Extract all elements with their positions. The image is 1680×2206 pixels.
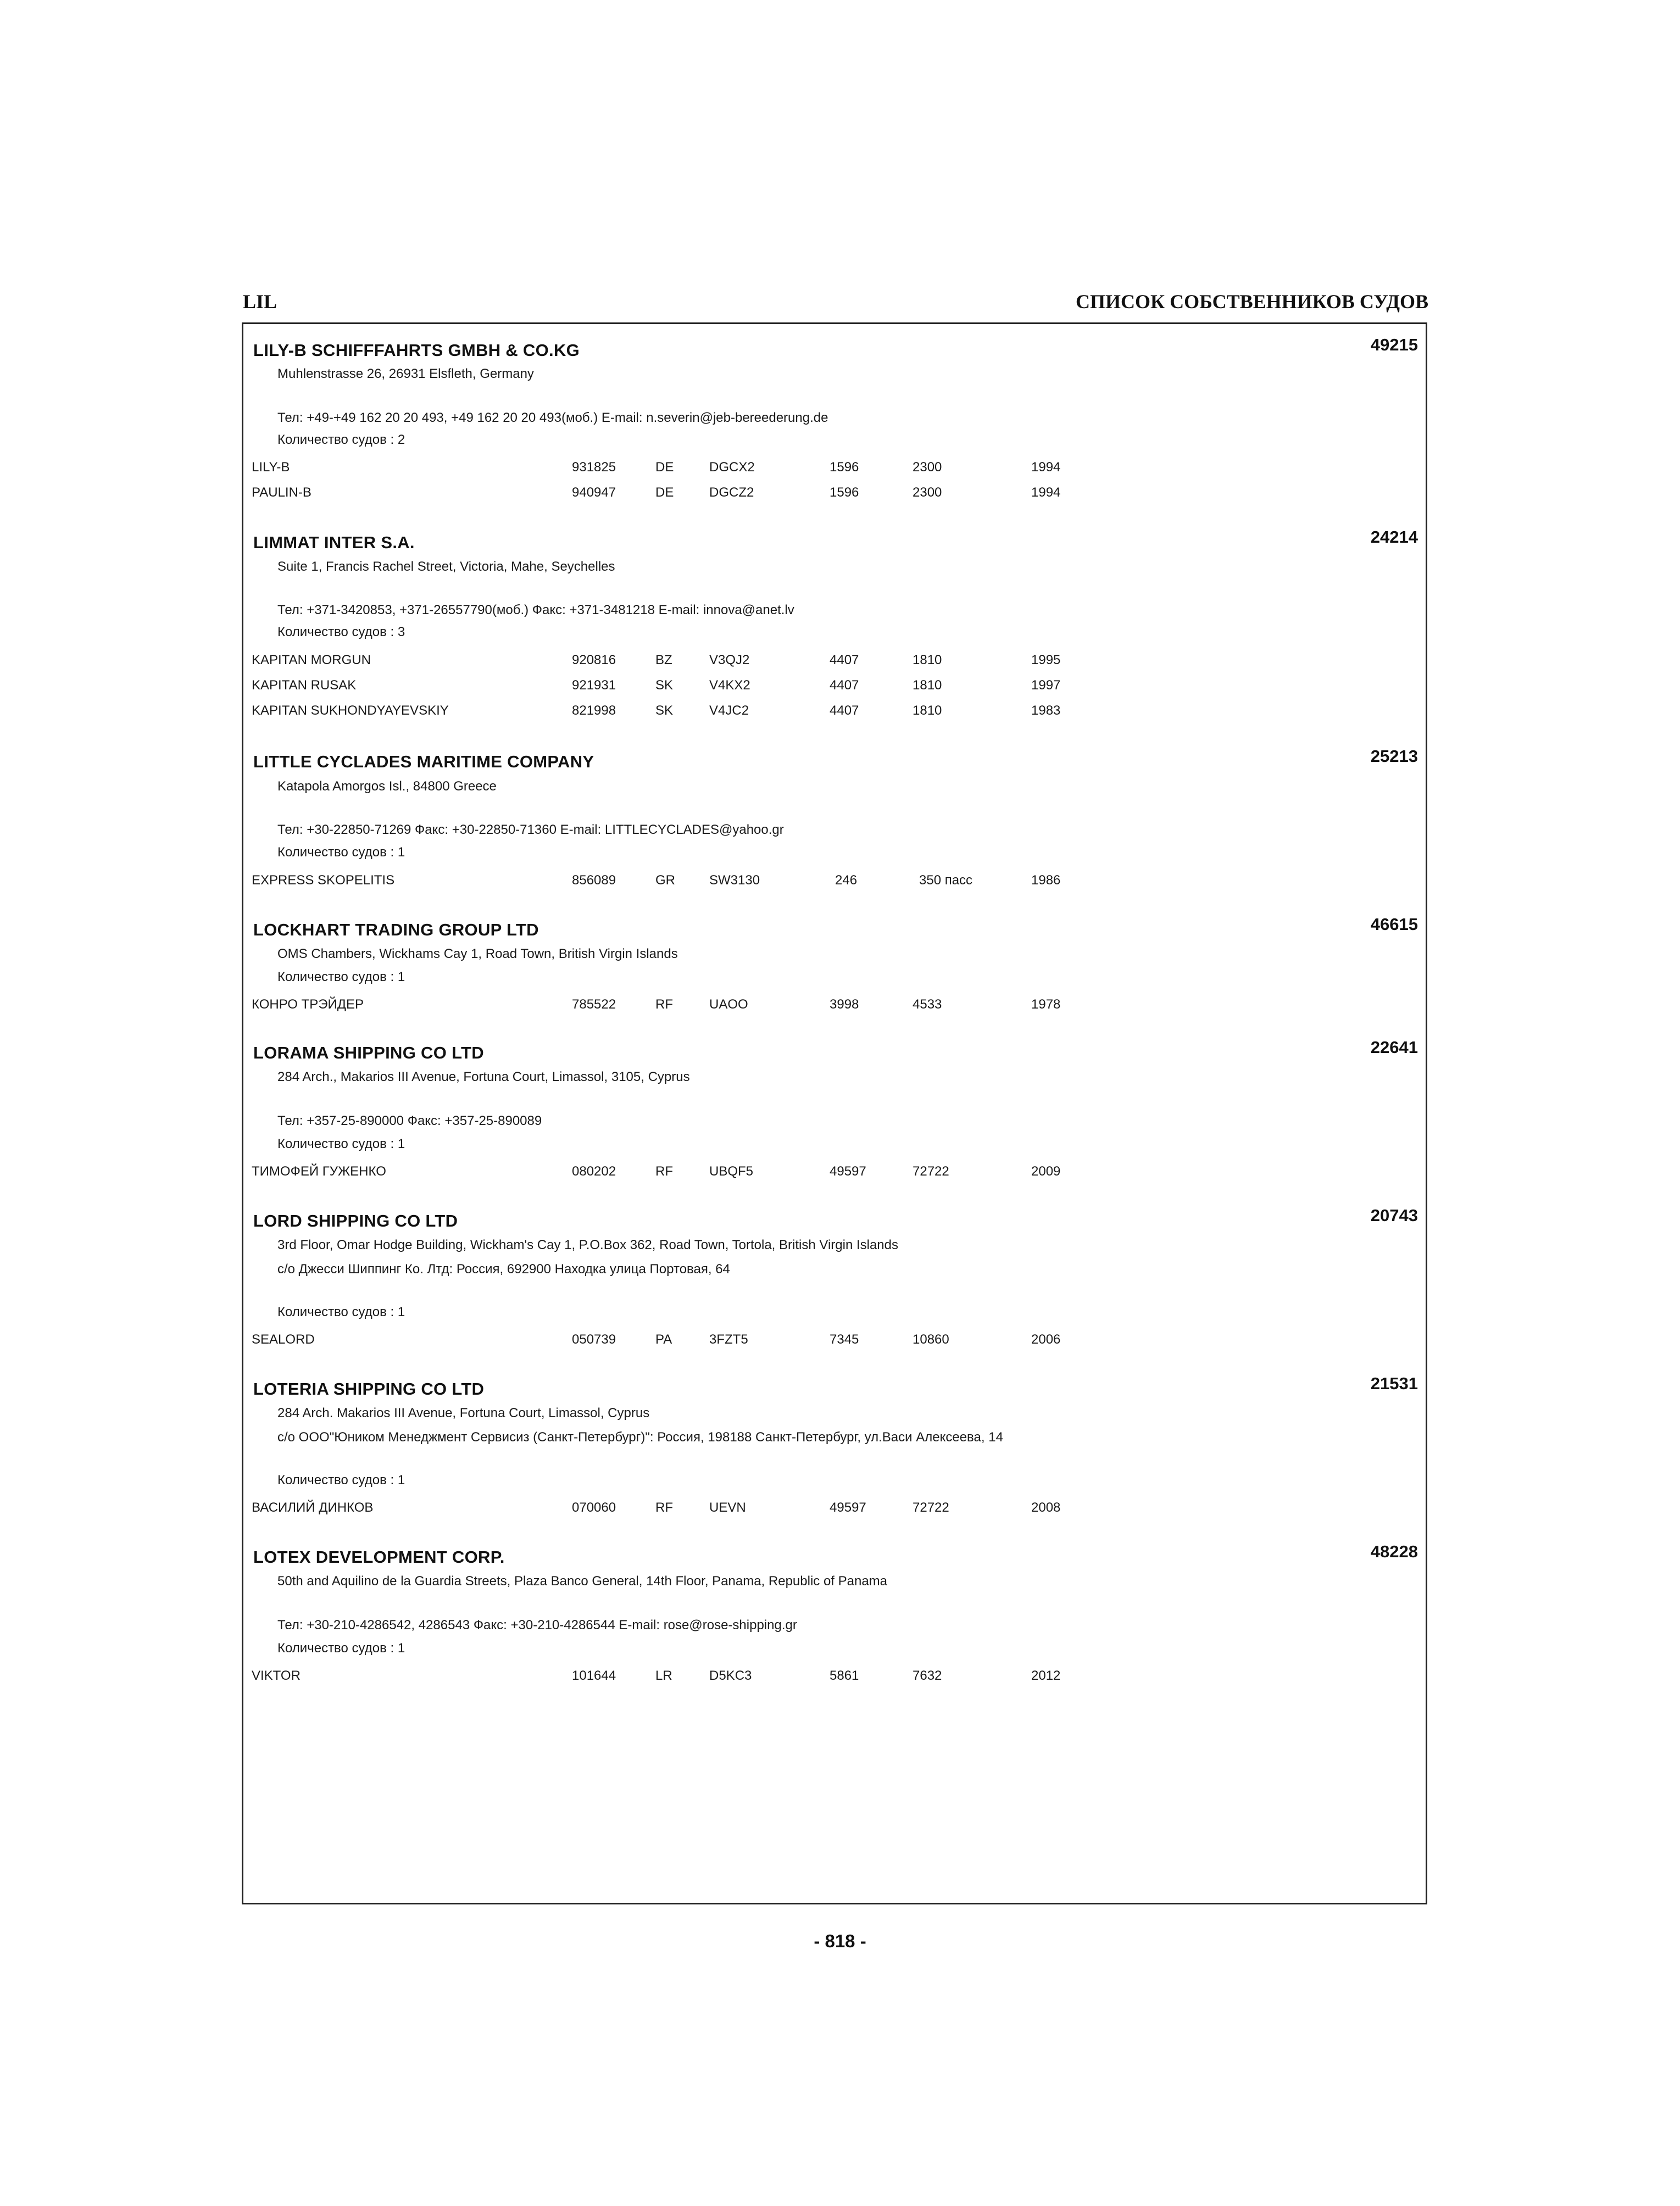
ship-name: ВАСИЛИЙ ДИНКОВ [252,1500,374,1515]
ship-name: VIKTOR [252,1668,301,1683]
company-id: 22641 [1370,1038,1418,1057]
ship-row [243,703,1426,720]
ship-gt: 4407 [830,703,859,718]
ship-year: 1997 [1031,678,1061,693]
company-ship-count: Количество судов : 3 [277,625,405,639]
ship-flag: PA [655,1332,672,1347]
ship-imo: 785522 [572,997,616,1012]
ship-flag: LR [655,1668,672,1683]
ship-dwt: 4533 [913,997,942,1012]
ship-imo: 821998 [572,703,616,718]
ship-dwt: 1810 [913,703,942,718]
company-address: OMS Chambers, Wickhams Cay 1, Road Town, British Virgin Islands [277,946,678,961]
company-address: Muhlenstrasse 26, 26931 Elsfleth, Germany [277,366,534,381]
ship-name: KAPITAN RUSAK [252,678,357,693]
company-address: 50th and Aquilino de la Guardia Streets, Plaza Banco General, 14th Floor, Panama, Republic of Panama [277,1574,888,1589]
ship-gt: 1596 [830,485,859,500]
ship-imo: 070060 [572,1500,616,1515]
ship-row [243,1332,1426,1349]
ship-row [243,653,1426,669]
company-contacts: Тел: +49-+49 162 20 20 493, +49 162 20 20 493(моб.) E-mail: n.severin@jeb-bereederung.de [277,410,828,425]
ship-flag: RF [655,1500,673,1515]
header-section-code: LIL [243,291,277,313]
ship-row [243,678,1426,694]
ship-dwt: 72722 [913,1500,949,1515]
company-address-line-2: c/o ООО"Юником Менеджмент Сервисиз (Санкт-Петербург)": Россия, 198188 Санкт-Петербург, ул.Васи Алексеева, 14 [277,1430,1003,1445]
ship-name: КОНРО ТРЭЙДЕР [252,997,364,1012]
ship-year: 2009 [1031,1164,1061,1179]
ship-year: 1983 [1031,703,1061,718]
company-name: LOTERIA SHIPPING CO LTD [253,1379,485,1399]
listing-frame [242,322,1427,1904]
company-ship-count: Количество судов : 1 [277,1473,405,1488]
ship-flag: RF [655,997,673,1012]
ship-row [243,460,1426,476]
ship-name: LILY-B [252,460,290,475]
company-address: 284 Arch. Makarios III Avenue, Fortuna Court, Limassol, Cyprus [277,1406,650,1420]
ship-name: KAPITAN MORGUN [252,653,371,667]
ship-row [243,1668,1426,1685]
ship-imo: 856089 [572,873,616,888]
ship-row [243,873,1426,889]
ship-year: 2008 [1031,1500,1061,1515]
ship-dwt: 10860 [913,1332,949,1347]
ship-name: KAPITAN SUKHONDYAYEVSKIY [252,703,449,718]
ship-year: 1986 [1031,873,1061,888]
company-id: 21531 [1370,1374,1418,1393]
company-ship-count: Количество судов : 2 [277,432,405,447]
ship-flag: GR [655,873,675,888]
company-ship-count: Количество судов : 1 [277,845,405,860]
ship-callsign: UAOO [709,997,748,1012]
header-title: СПИСОК СОБСТВЕННИКОВ СУДОВ [1075,291,1428,313]
company-id: 25213 [1370,747,1418,766]
ship-callsign: UBQF5 [709,1164,754,1179]
ship-dwt: 1810 [913,678,942,693]
ship-row [243,1164,1426,1180]
ship-imo: 920816 [572,653,616,667]
ship-imo: 940947 [572,485,616,500]
ship-year: 2006 [1031,1332,1061,1347]
ship-callsign: V4KX2 [709,678,750,693]
ship-flag: DE [655,485,674,500]
ship-dwt: 7632 [913,1668,942,1683]
ship-year: 1994 [1031,485,1061,500]
company-name: LILY-B SCHIFFFAHRTS GMBH & CO.KG [253,341,580,360]
company-ship-count: Количество судов : 1 [277,1137,405,1151]
ship-dwt: 2300 [913,485,942,500]
ship-flag: RF [655,1164,673,1179]
ship-gt: 246 [835,873,858,888]
company-contacts: Тел: +371-3420853, +371-26557790(моб.) Факс: +371-3481218 E-mail: innova@anet.lv [277,603,794,617]
ship-flag: SK [655,678,674,693]
ship-gt: 5861 [830,1668,859,1683]
company-name: LORD SHIPPING CO LTD [253,1211,458,1230]
ship-imo: 080202 [572,1164,616,1179]
ship-callsign: D5KC3 [709,1668,752,1683]
ship-callsign: SW3130 [709,873,760,888]
company-id: 49215 [1370,335,1418,354]
ship-name: EXPRESS SKOPELITIS [252,873,395,888]
ship-year: 1978 [1031,997,1061,1012]
company-name: LORAMA SHIPPING CO LTD [253,1043,484,1062]
ship-row [243,1500,1426,1517]
ship-callsign: DGCZ2 [709,485,754,500]
ship-callsign: UEVN [709,1500,746,1515]
company-name: LIMMAT INTER S.A. [253,533,415,552]
company-ship-count: Количество судов : 1 [277,1305,405,1319]
ship-gt: 4407 [830,678,859,693]
ship-gt: 49597 [830,1500,866,1515]
ship-dwt: 1810 [913,653,942,667]
company-ship-count: Количество судов : 1 [277,970,405,984]
company-id: 24214 [1370,527,1418,547]
ship-callsign: DGCX2 [709,460,755,475]
ship-dwt: 72722 [913,1164,949,1179]
company-address: 3rd Floor, Omar Hodge Building, Wickham's Cay 1, P.O.Box 362, Road Town, Tortola, British Virgin Islands [277,1238,899,1252]
ship-callsign: V3QJ2 [709,653,750,667]
page-number: - 818 - [814,1931,866,1951]
company-id: 48228 [1370,1542,1418,1561]
ship-imo: 101644 [572,1668,616,1683]
page-header [243,286,1428,319]
company-address: Katapola Amorgos Isl., 84800 Greece [277,779,497,794]
company-name: LOTEX DEVELOPMENT CORP. [253,1547,505,1567]
company-contacts: Тел: +30-210-4286542, 4286543 Факс: +30-210-4286544 E-mail: rose@rose-shipping.gr [277,1618,797,1633]
ship-imo: 050739 [572,1332,616,1347]
company-id: 20743 [1370,1206,1418,1225]
ship-row [243,485,1426,502]
company-contacts: Тел: +357-25-890000 Факс: +357-25-890089 [277,1113,542,1128]
ship-year: 1995 [1031,653,1061,667]
ship-row [243,997,1426,1013]
ship-name: SEALORD [252,1332,315,1347]
ship-flag: SK [655,703,674,718]
ship-callsign: 3FZT5 [709,1332,748,1347]
ship-gt: 1596 [830,460,859,475]
ship-imo: 921931 [572,678,616,693]
ship-callsign: V4JC2 [709,703,749,718]
company-name: LITTLE CYCLADES MARITIME COMPANY [253,752,594,771]
company-name: LOCKHART TRADING GROUP LTD [253,920,539,939]
ship-name: PAULIN-B [252,485,311,500]
ship-flag: BZ [655,653,672,667]
ship-gt: 49597 [830,1164,866,1179]
ship-year: 2012 [1031,1668,1061,1683]
company-ship-count: Количество судов : 1 [277,1641,405,1656]
ship-gt: 4407 [830,653,859,667]
ship-name: ТИМОФЕЙ ГУЖЕНКО [252,1164,386,1179]
ship-gt: 3998 [830,997,859,1012]
ship-dwt: 350 пасс [919,873,973,888]
company-contacts: Тел: +30-22850-71269 Факс: +30-22850-71360 E-mail: LITTLECYCLADES@yahoo.gr [277,822,784,837]
company-address: 284 Arch., Makarios III Avenue, Fortuna Court, Limassol, 3105, Cyprus [277,1069,690,1084]
company-address-line-2: c/o Джесси Шиппинг Ко. Лтд: Россия, 692900 Находка улица Портовая, 64 [277,1262,730,1277]
ship-imo: 931825 [572,460,616,475]
ship-gt: 7345 [830,1332,859,1347]
company-id: 46615 [1370,915,1418,934]
ship-dwt: 2300 [913,460,942,475]
company-address: Suite 1, Francis Rachel Street, Victoria, Mahe, Seychelles [277,559,615,574]
ship-year: 1994 [1031,460,1061,475]
ship-flag: DE [655,460,674,475]
